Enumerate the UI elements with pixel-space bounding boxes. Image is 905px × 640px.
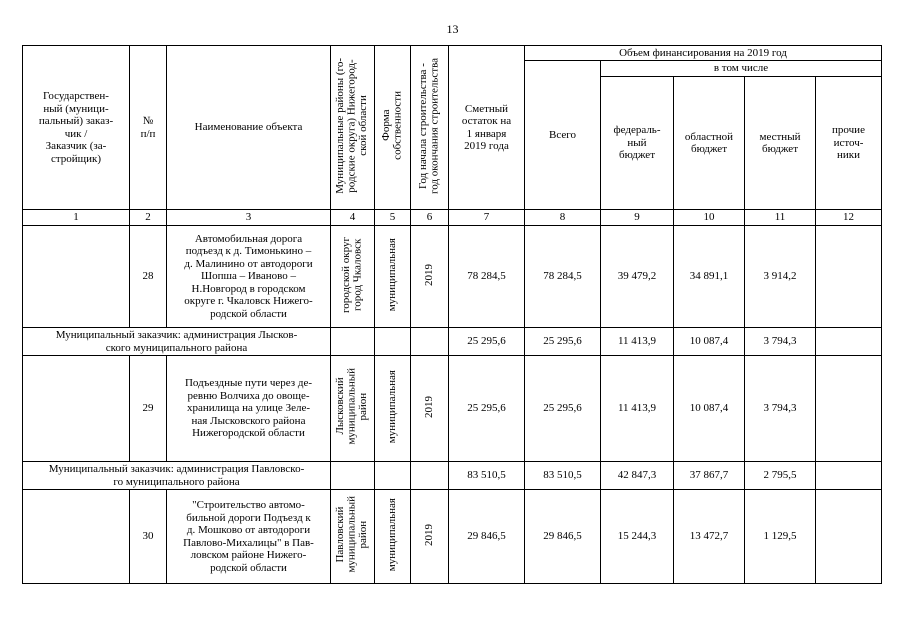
customer-cell — [23, 490, 130, 584]
header-local: местный бюджет — [745, 77, 816, 210]
regional-cell: 37 867,7 — [674, 462, 745, 490]
federal-cell: 42 847,3 — [601, 462, 674, 490]
federal-cell: 11 413,9 — [601, 356, 674, 462]
district-cell: Павловский муниципальный район — [331, 490, 375, 584]
customer-cell — [23, 356, 130, 462]
other-cell — [816, 328, 882, 356]
column-number: 10 — [674, 210, 745, 226]
customer-title: Муниципальный заказчик: администрация Лысков- ского муниципального района — [23, 328, 331, 356]
header-customer: Государствен- ный (муници- пальный) заказ- чик / Заказчик (за- стройщик) — [23, 46, 130, 210]
ownership-cell: муниципальная — [375, 226, 411, 328]
page-number: 13 — [446, 22, 459, 36]
total-cell: 29 846,5 — [525, 490, 601, 584]
local-cell: 3 794,3 — [745, 328, 816, 356]
years-cell — [411, 462, 449, 490]
row-number: 30 — [130, 490, 167, 584]
local-cell: 2 795,5 — [745, 462, 816, 490]
table-row — [23, 490, 882, 584]
other-cell — [816, 226, 882, 328]
header-regional: областной бюджет — [674, 77, 745, 210]
estimate-cell: 29 846,5 — [449, 490, 525, 584]
header-years: Год начала строительства - год окончания строительства — [411, 46, 449, 210]
years-cell: 2019 — [411, 490, 449, 584]
federal-cell: 39 479,2 — [601, 226, 674, 328]
regional-cell: 10 087,4 — [674, 356, 745, 462]
total-cell: 25 295,6 — [525, 328, 601, 356]
column-number: 2 — [130, 210, 167, 226]
other-cell — [816, 490, 882, 584]
estimate-cell: 78 284,5 — [449, 226, 525, 328]
row-number: 28 — [130, 226, 167, 328]
ownership-cell — [375, 462, 411, 490]
local-cell: 1 129,5 — [745, 490, 816, 584]
header-federal: федераль- ный бюджет — [601, 77, 674, 210]
district-cell: городской округ город Чкаловск — [331, 226, 375, 328]
estimate-cell: 25 295,6 — [449, 356, 525, 462]
ownership-cell: муниципальная — [375, 490, 411, 584]
column-number: 8 — [525, 210, 601, 226]
header-including: в том числе — [601, 61, 882, 77]
header-object-name: Наименование объекта — [167, 46, 331, 210]
federal-cell: 15 244,3 — [601, 490, 674, 584]
header-district: Муниципальные районы (го- родские округа) Нижегород- ской области — [331, 46, 375, 210]
column-number: 12 — [816, 210, 882, 226]
funding-table — [22, 45, 882, 584]
years-cell: 2019 — [411, 226, 449, 328]
table-row — [23, 226, 882, 328]
estimate-cell: 83 510,5 — [449, 462, 525, 490]
column-number: 5 — [375, 210, 411, 226]
total-cell: 25 295,6 — [525, 356, 601, 462]
column-number: 11 — [745, 210, 816, 226]
header-estimate: Сметный остаток на 1 января 2019 года — [449, 46, 525, 210]
customer-row — [23, 462, 882, 490]
column-number: 1 — [23, 210, 130, 226]
other-cell — [816, 356, 882, 462]
customer-cell — [23, 226, 130, 328]
customer-title: Муниципальный заказчик: администрация Павловско- го муниципального района — [23, 462, 331, 490]
regional-cell: 13 472,7 — [674, 490, 745, 584]
column-number: 4 — [331, 210, 375, 226]
district-cell — [331, 462, 375, 490]
row-number: 29 — [130, 356, 167, 462]
district-cell — [331, 328, 375, 356]
ownership-cell: муниципальная — [375, 356, 411, 462]
federal-cell: 11 413,9 — [601, 328, 674, 356]
ownership-cell — [375, 328, 411, 356]
header-funding-title: Объем финансирования на 2019 год — [525, 46, 882, 61]
header-num: № п/п — [130, 46, 167, 210]
local-cell: 3 794,3 — [745, 356, 816, 462]
object-name: Автомобильная дорога подъезд к д. Тимонькино – д. Малинино от автодороги Шопша – Иваново – Н.Новгород в городском округе г. Чкаловск Нижего- родской области — [167, 226, 331, 328]
object-name: "Строительство автомо- бильной дороги Подъезд к д. Мошково от автодороги Павлово-Михалицы" в Пав- ловском районе Нижего- родской области — [167, 490, 331, 584]
years-cell: 2019 — [411, 356, 449, 462]
header-row-1 — [23, 46, 882, 61]
column-numbers-row — [23, 210, 882, 226]
table-row — [23, 356, 882, 462]
total-cell: 78 284,5 — [525, 226, 601, 328]
district-cell: Лысковский муниципальный район — [331, 356, 375, 462]
total-cell: 83 510,5 — [525, 462, 601, 490]
years-cell — [411, 328, 449, 356]
estimate-cell: 25 295,6 — [449, 328, 525, 356]
header-other: прочие источ- ники — [816, 77, 882, 210]
header-total: Всего — [525, 61, 601, 210]
column-number: 7 — [449, 210, 525, 226]
column-number: 3 — [167, 210, 331, 226]
local-cell: 3 914,2 — [745, 226, 816, 328]
column-number: 6 — [411, 210, 449, 226]
column-number: 9 — [601, 210, 674, 226]
object-name: Подъездные пути через де- ревню Волчиха до овоще- хранилища на улице Зеле- ная Лысковского района Нижегородской области — [167, 356, 331, 462]
other-cell — [816, 462, 882, 490]
customer-row — [23, 328, 882, 356]
regional-cell: 34 891,1 — [674, 226, 745, 328]
header-ownership: Форма собственности — [375, 46, 411, 210]
regional-cell: 10 087,4 — [674, 328, 745, 356]
